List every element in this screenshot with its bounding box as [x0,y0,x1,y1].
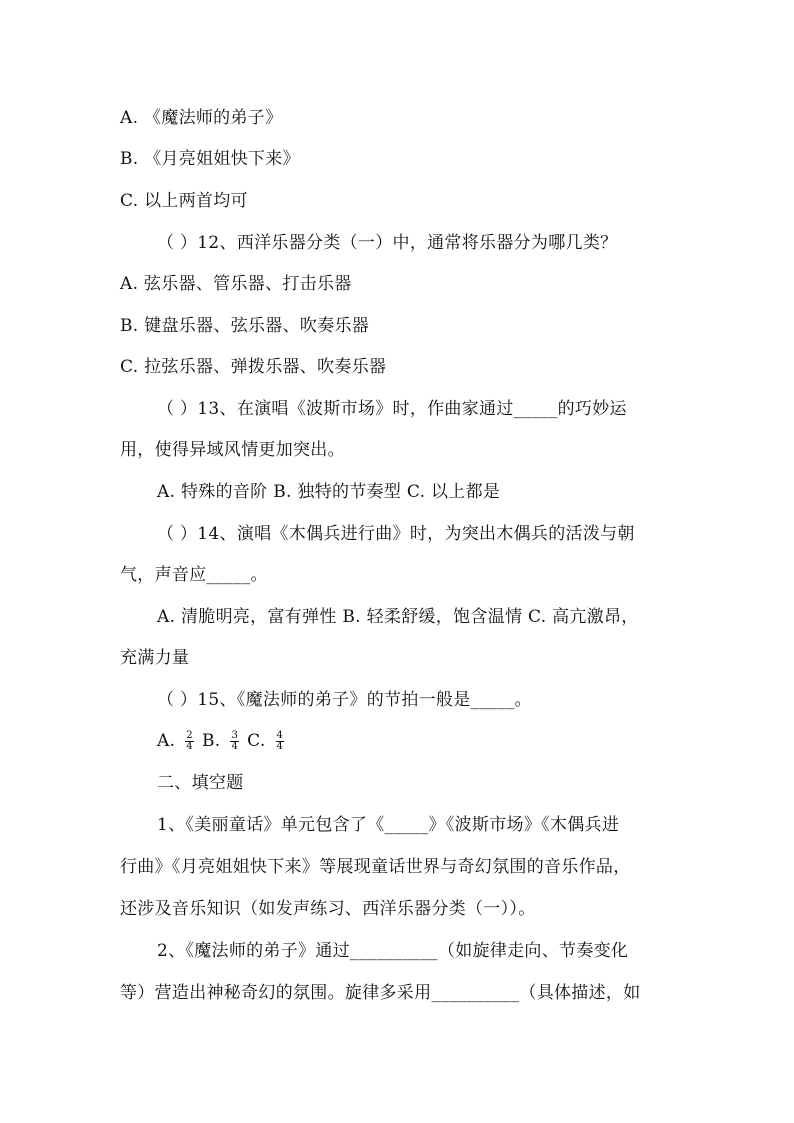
q12-option-c: C. 拉弦乐器、弹拨乐器、吹奏乐器 [120,357,387,377]
fill-in-1-cont2: 还涉及音乐知识（如发声练习、西洋乐器分类（一））。 [120,899,536,919]
q12-option-a: A. 弦乐器、管乐器、打击乐器 [120,274,352,294]
question-14: （ ）14、演唱《木偶兵进行曲》时，为突出木偶兵的活泼与朝 [157,524,635,544]
option-a-text: A. 《魔法师的弟子》 [120,108,283,128]
fill-in-2-cont: 等）营造出神秘奇幻的氛围。旋律多采用__________（具体描述，如 [120,983,641,1003]
q13-options: A. 特殊的音阶 B. 独特的节奏型 C. 以上都是 [157,482,501,502]
q12-option-b: B. 键盘乐器、弦乐器、吹奏乐器 [120,316,370,336]
option-b-text: B. 《月亮姐姐快下来》 [120,149,300,169]
question-15: （ ）15、《魔法师的弟子》的节拍一般是_____。 [157,690,532,710]
q14-options-cont: 充满力量 [120,648,190,668]
q15-option-a-label: A. [157,731,176,751]
section-heading-fill-in: 二、填空题 [157,773,244,793]
question-14-cont: 气，声音应_____。 [120,565,268,585]
time-signature-3-4: $\frac{3}{4}$ [231,730,239,752]
fill-in-1-cont: 行曲》《月亮姐姐快下来》等展现童话世界与奇幻氛围的音乐作品， [120,857,631,877]
q15-option-c-label: C. [247,731,266,751]
time-signature-4-4: $\frac{4}{4}$ [276,730,284,752]
question-13: （ ）13、在演唱《波斯市场》时，作曲家通过_____的巧妙运 [157,399,627,419]
q15-option-b-label: B. [201,731,221,751]
option-c-text: C. 以上两首均可 [120,191,248,211]
time-signature-2-4: $\frac{2}{4}$ [186,730,193,752]
q14-options: A. 清脆明亮，富有弹性 B. 轻柔舒缓，饱含温情 C. 高亢激昂， [157,607,639,627]
question-12: （ ）12、西洋乐器分类（一）中，通常将乐器分为哪几类？ [157,233,618,253]
fill-in-2: 2、《魔法师的弟子》通过__________（如旋律走向、节奏变化 [157,941,629,961]
q15-options [157,730,292,752]
fill-in-1: 1、《美丽童话》单元包含了《_____》《波斯市场》《木偶兵进 [157,815,620,835]
question-13-cont: 用，使得异域风情更加突出。 [120,440,345,460]
